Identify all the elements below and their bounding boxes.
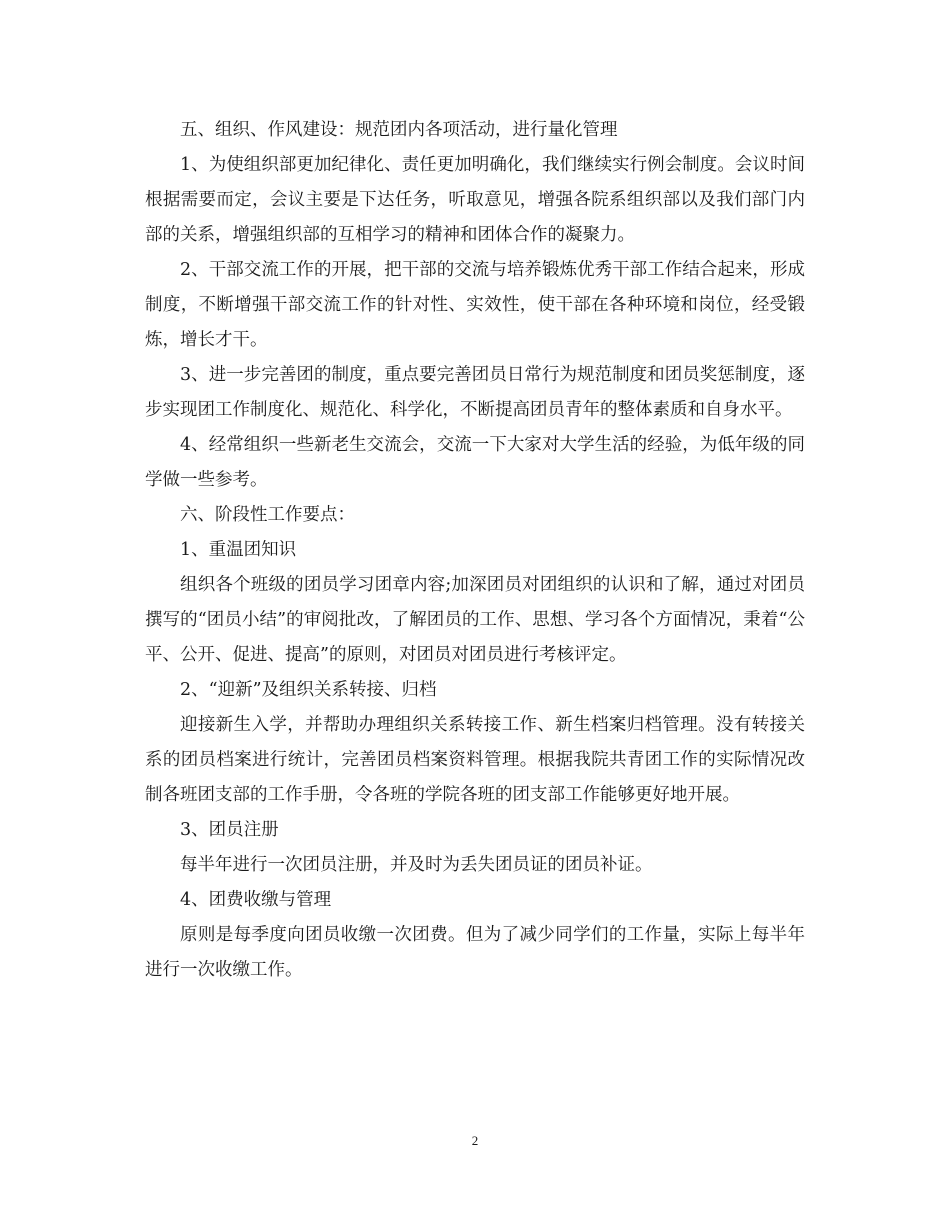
paragraph-league-system: 3、进一步完善团的制度，重点要完善团员日常行为规范制度和团员奖惩制度，逐步实现团工作制度化、规范化、科学化，不断提高团员青年的整体素质和自身水平。 (145, 365, 805, 420)
paragraph-member-registration: 每半年进行一次团员注册，并及时为丢失团员证的团员补证。 (180, 855, 653, 875)
section-heading-five: 五、组织、作风建设：规范团内各项活动，进行量化管理 (180, 120, 618, 140)
paragraph-student-exchange: 4、经常组织一些新老生交流会，交流一下大家对大学生活的经验，为低年级的同学做一些参考。 (145, 435, 805, 490)
subheading-dues-collection: 4、团费收缴与管理 (180, 890, 332, 910)
paragraph-welcome-transfer: 迎接新生入学，并帮助办理组织关系转接工作、新生档案归档管理。没有转接关系的团员档案进行统计，完善团员档案资料管理。根据我院共青团工作的实际情况改制各班团支部的工作手册，令各班的学院各班的团支部工作能够更好地开展。 (145, 715, 805, 805)
paragraph-meeting-system: 1、为使组织部更加纪律化、责任更加明确化，我们继续实行例会制度。会议时间根据需要而定，会议主要是下达任务，听取意见，增强各院系组织部以及我们部门内部的关系，增强组织部的互相学习的精神和团体合作的凝聚力。 (145, 155, 805, 245)
subheading-welcome-transfer: 2、“迎新”及组织关系转接、归档 (180, 680, 437, 700)
subheading-review-knowledge: 1、重温团知识 (180, 540, 297, 560)
paragraph-dues-collection: 原则是每季度向团员收缴一次团费。但为了减少同学们的工作量，实际上每半年进行一次收缴工作。 (145, 925, 805, 980)
page-number: 2 (471, 1133, 479, 1148)
document-body (145, 113, 805, 988)
subheading-member-registration: 3、团员注册 (180, 820, 279, 840)
section-heading-six: 六、阶段性工作要点： (180, 505, 355, 525)
paragraph-review-knowledge: 组织各个班级的团员学习团章内容;加深团员对团组织的认识和了解，通过对团员撰写的“团员小结”的审阅批改，了解团员的工作、思想、学习各个方面情况，秉着“公平、公开、促进、提高”的原则，对团员对团员进行考核评定。 (145, 575, 805, 665)
paragraph-cadre-exchange: 2、干部交流工作的开展，把干部的交流与培养锻炼优秀干部工作结合起来，形成制度，不断增强干部交流工作的针对性、实效性，使干部在各种环境和岗位，经受锻炼，增长才干。 (145, 260, 805, 350)
